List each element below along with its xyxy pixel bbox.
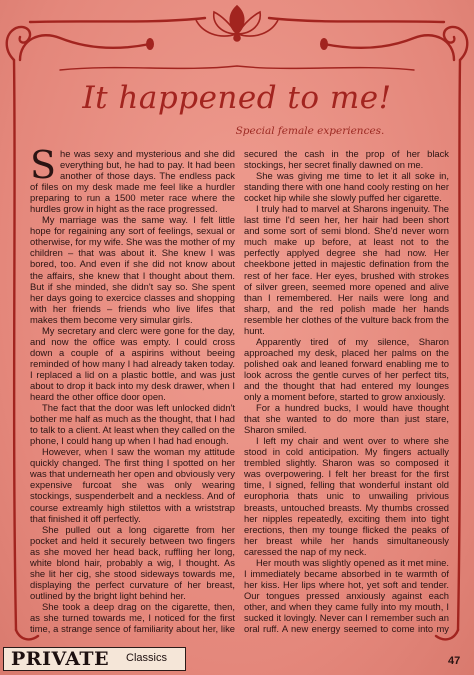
page-footer bbox=[0, 644, 474, 675]
lotus-flower-icon bbox=[196, 6, 278, 41]
drop-cap: S bbox=[30, 148, 57, 187]
logo-subtitle: Classics bbox=[126, 652, 167, 664]
paragraph: Apparently tired of my silence, Sharon approached my desk, placed her palms on the polished oak and leaned forward enabling me to look across the gentle curves of her perfect tits, and the thought that had entered my lounges only a moment before, started to grow anxiously. bbox=[244, 335, 449, 403]
article-column-left bbox=[30, 148, 235, 636]
paragraph: My secretary and clerc were gone for the day, and now the office was empty. I could cross down a couple of a aspirins without beeing reminded of how many I had already taken today. I replaced a lid on a plastic bottle, and was just about to drop it back into my desk drawer, when I heard the other office door open. bbox=[30, 324, 235, 403]
top-border-line bbox=[30, 18, 205, 22]
paragraph: She took a deep drag on the cigarette, then, as she turned towards me, I noticed for the first time, a strange sence of familiarity about her, like bbox=[30, 600, 235, 635]
paragraph-text: he was sexy and mysterious and she did everything but, he had to pay. It had been another of those days. The endless pack of files on my desk made me feel like a hurdler preparing to run a 1500 meter race where the hurdles grow in hight as the race progressed. bbox=[30, 148, 235, 215]
article-subtitle: Special female experiences. bbox=[235, 125, 385, 137]
paragraph: My marriage was the same way. I felt little hope for regaining any sort of feelings, sexual or otherwise, for my wife. She was the mother of my children – that was about it. She knew I was bored, too. And even if she did not know about the affairs, she knew that I thought about them. But if she minded, she didn't say so. She spent her days going to exercice classes and shopping with her friends – friends who live lifes that makes them become very simular girls. bbox=[30, 214, 235, 325]
scroll-border-icon bbox=[60, 66, 414, 70]
paragraph: However, when I saw the woman my attitude quickly changed. The first thing I spotted on her was that underneath her open and obviously very expensive furcoat she was only wearing stockings, suspenderbelt and a neckless. And of course extreamly high stilettos with a wriststrap that finished it off perfectly. bbox=[30, 446, 235, 524]
paragraph: I truly had to marvel at Sharons ingenuity. The last time I'd seen her, her hair had been short and some sort of semi blond. She'd never worn much make up before, at least not to the perfectly applyed degree she had now. Her cheekbone jetted in majestic defination from the rest of her face. Her eyes, brushed with strokes of silver green, seemed more opened and alive than I remembered. Her nails were long and sharp, and the red polish made her hands resemble her clothes of the vulture back from the hunt. bbox=[244, 203, 449, 336]
article-title: It happened to me! bbox=[82, 80, 392, 116]
paragraph: The fact that the door was left unlocked didn't bother me half as much as the thought, that I had to talk to a client. At least when they called on the phone, I could hang up when I had had enough. bbox=[30, 402, 235, 447]
logo-wordmark: PRIVATE bbox=[11, 648, 110, 670]
article-column-right bbox=[244, 148, 449, 636]
paragraph: I left my chair and went over to where she stood in cold anticipation. My fingers actually trembled slightly. Sharon was so composed it was overpowering. I felt her breast for the first time, I signed, felling that wonderful instant old europhoria thats unic to unwailing privious breasts, untouched breasts. My thumbs crossed her nipples repeatedly, exciting them into tight erections, then my tounge flicked the peaks of her breast while her hands simultaneously caressed the nap of my neck. bbox=[244, 435, 449, 557]
right-border-line bbox=[458, 60, 460, 630]
paragraph: She was giving me time to let it all soke in, standing there with one hand cooly resting on her cocket hip while she slowly puffed her cigarette. bbox=[244, 170, 449, 204]
page-number: 47 bbox=[448, 655, 461, 667]
paragraph: She pulled out a long cigarette from her pocket and held it securely between two fingers as she moved her head back, ruffling her long, white blond hair, probably a wig, I thought. As she lit her cig, she stood sideways towards me, displaying the perfect curvature of her breast, outlined by the bright light behind her. bbox=[30, 523, 235, 601]
paragraph: Her mouth was slightly opened as it met mine. I immediately became absorbed in te warmth of her kiss. Her lips where hot, yet soft and tender. Our tongues pressed anxiously against each other, and when they came fully into my mouth, I sucked it lovingly. Never can I remember such an oral ruff. A new energy seemed to come into my bbox=[244, 556, 449, 635]
paragraph bbox=[30, 148, 235, 214]
left-border-line bbox=[14, 60, 16, 630]
paragraph: secured the cash in the prop of her black stockings, her secret finally dawned on me. bbox=[244, 148, 449, 171]
paragraph: For a hundred bucks, I would have thought that she wanted to do more than just stare, Sharon smiled. bbox=[244, 402, 449, 436]
private-classics-logo bbox=[3, 647, 186, 671]
